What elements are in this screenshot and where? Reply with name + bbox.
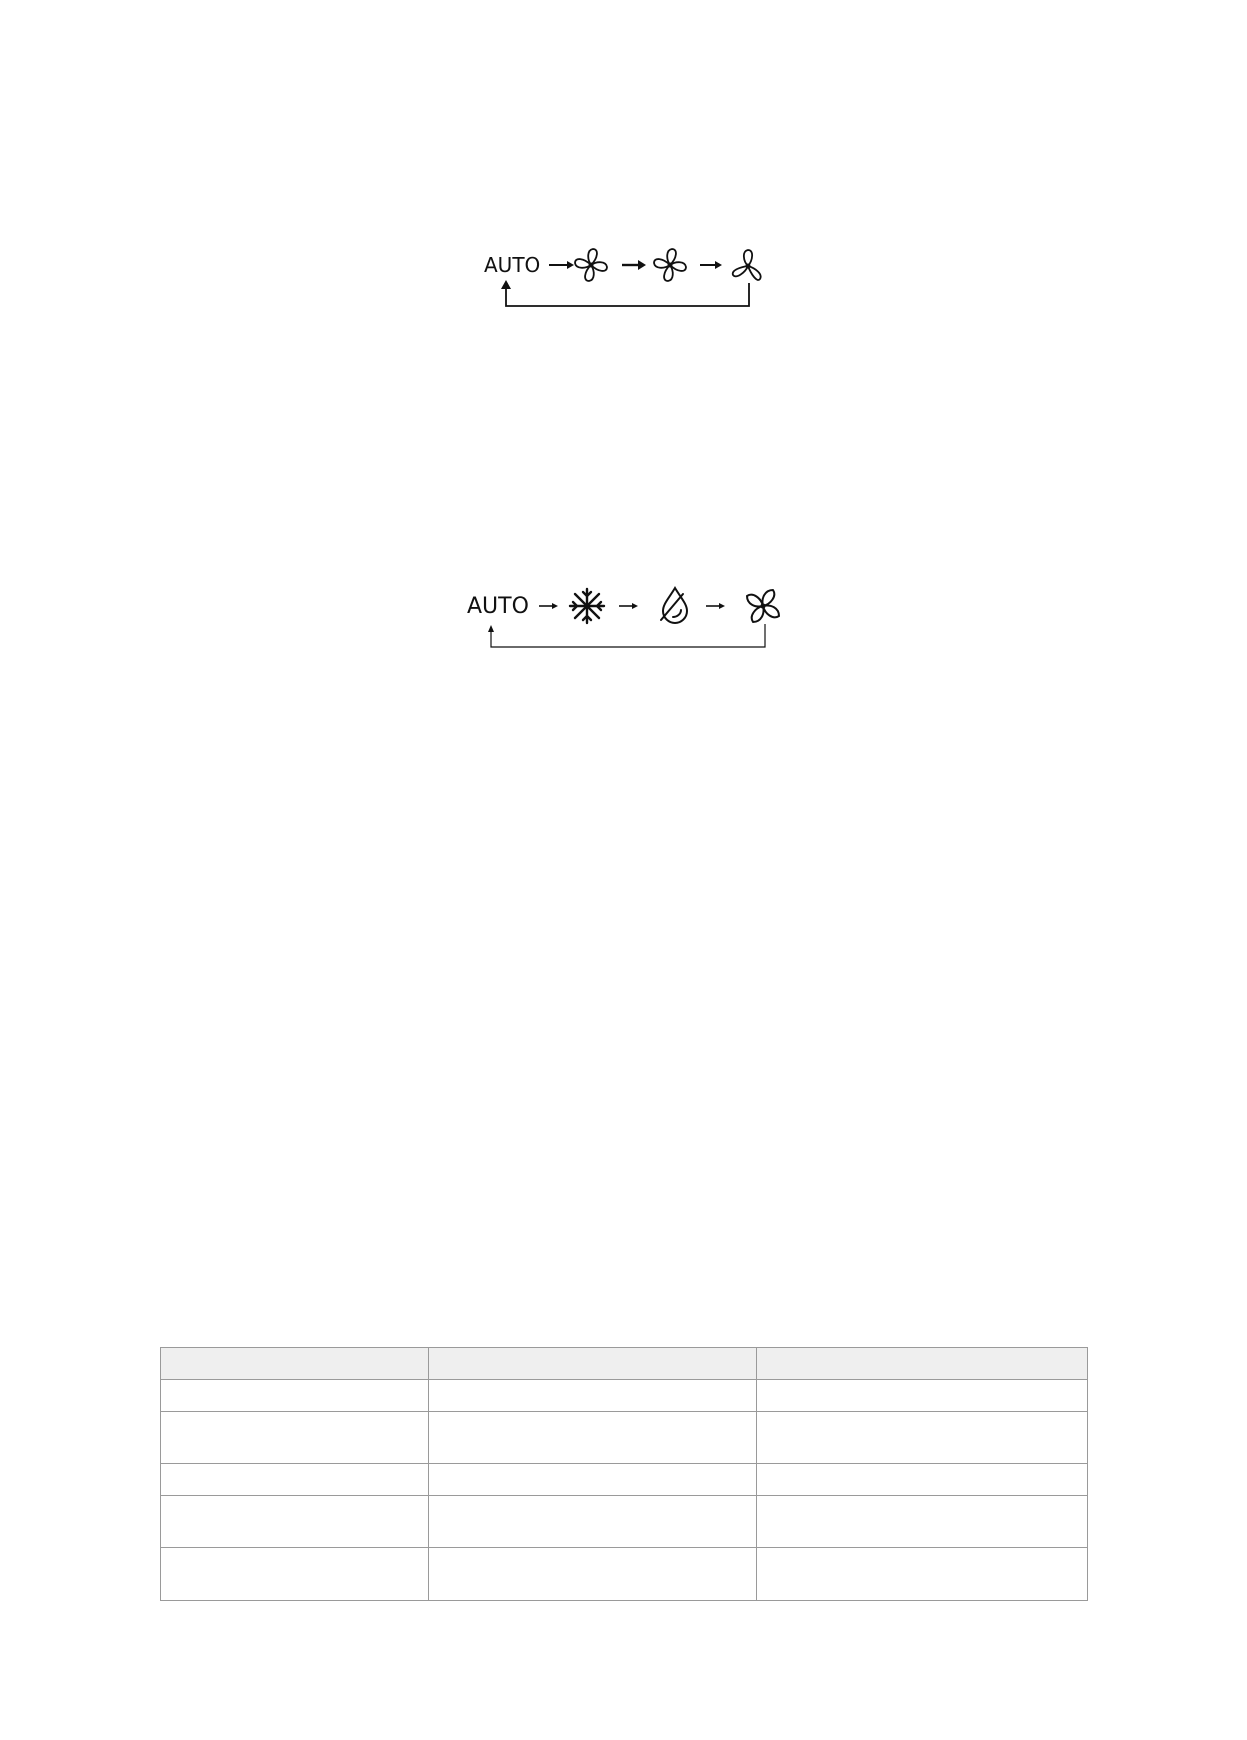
fan-speed-auto-label: AUTO [484,253,541,277]
settings-table [160,1347,1088,1601]
drop-dry-icon [661,588,687,623]
mode-auto-label: AUTO [467,594,529,619]
table-cell [429,1412,757,1464]
arrow-right-icon [622,260,646,270]
table-cell [161,1496,429,1548]
table-cell [757,1412,1088,1464]
table-cell [429,1496,757,1548]
table-header-cell [757,1348,1088,1380]
mode-cycle [467,588,779,647]
table-header-cell [161,1348,429,1380]
table-cell [757,1380,1088,1412]
table-cell [757,1548,1088,1601]
table-cell [161,1548,429,1601]
fan-speed-cycle [484,249,761,306]
table-cell [757,1464,1088,1496]
fan-high-icon [575,249,607,281]
fan-low-icon [733,250,761,280]
fan-medium-icon [654,249,686,281]
arrow-right-icon [700,261,722,269]
mode-diagrams [0,0,1247,700]
table-cell [429,1548,757,1601]
arrow-right-icon [619,603,638,609]
table-row [161,1464,1088,1496]
fan-mode-icon [747,590,779,622]
table-row [161,1548,1088,1601]
arrow-right-icon [549,261,574,269]
fan-speed-loop-arrow [501,280,749,306]
arrow-right-icon [706,603,725,609]
table-header-cell [429,1348,757,1380]
table-row [161,1412,1088,1464]
mode-loop-arrow [488,624,765,647]
table-cell [161,1380,429,1412]
table-row [161,1380,1088,1412]
table-cell [429,1380,757,1412]
table-cell [161,1464,429,1496]
table-row [161,1496,1088,1548]
snowflake-cool-icon [570,589,604,623]
arrow-right-icon [539,603,558,609]
table-cell [429,1464,757,1496]
table-cell [757,1496,1088,1548]
table-header-row [161,1348,1088,1380]
table-cell [161,1412,429,1464]
